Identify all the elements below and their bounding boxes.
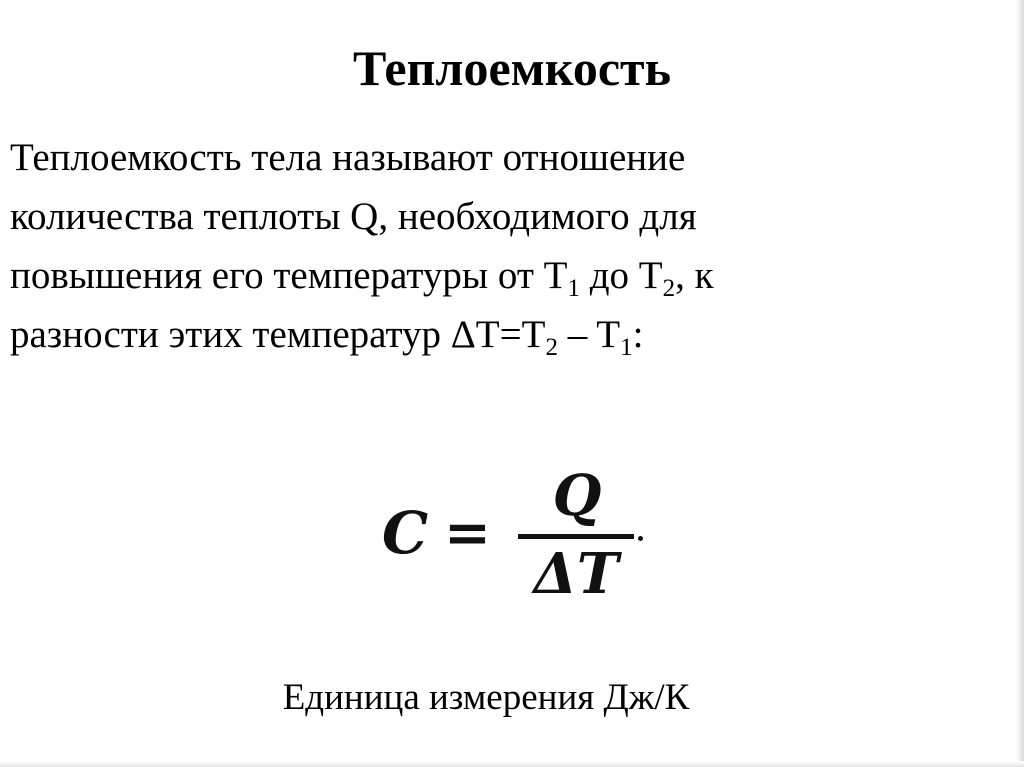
definition-paragraph xyxy=(10,128,1000,364)
subscript-t2: 2 xyxy=(662,275,676,302)
line4-text-a: разности этих температур ΔT=T xyxy=(10,313,546,356)
line3-text-b: до T xyxy=(579,254,663,297)
subscript-t1-delta: 1 xyxy=(620,334,633,361)
line3-text-c: , к xyxy=(675,254,714,297)
formula-lhs: C xyxy=(382,499,429,567)
formula-equals-sign: = xyxy=(444,500,491,566)
formula-trailing-dot xyxy=(638,536,643,541)
slide-title: Теплоемкость xyxy=(352,40,672,96)
slide-edge-bottom xyxy=(0,761,1024,767)
fraction-bar xyxy=(518,534,634,539)
line4-text-b: – T xyxy=(557,313,621,356)
definition-line-3 xyxy=(10,246,1000,305)
subscript-t2-delta: 2 xyxy=(545,334,558,361)
formula-denominator: ΔT xyxy=(533,541,619,607)
line4-text-c: : xyxy=(632,313,644,356)
formula-numerator: Q xyxy=(552,463,602,529)
line3-text-a: повышения его температуры от T xyxy=(10,254,568,297)
unit-of-measurement: Единица измерения Дж/К xyxy=(282,677,690,718)
heat-capacity-formula xyxy=(382,462,662,612)
definition-line-2: количества теплоты Q, необходимого для xyxy=(10,195,697,238)
definition-line-4 xyxy=(10,305,1000,364)
subscript-t1: 1 xyxy=(567,275,580,302)
slide-edge-right xyxy=(1016,0,1024,767)
definition-line-1: Теплоемкость тела называют отношение xyxy=(10,136,686,179)
